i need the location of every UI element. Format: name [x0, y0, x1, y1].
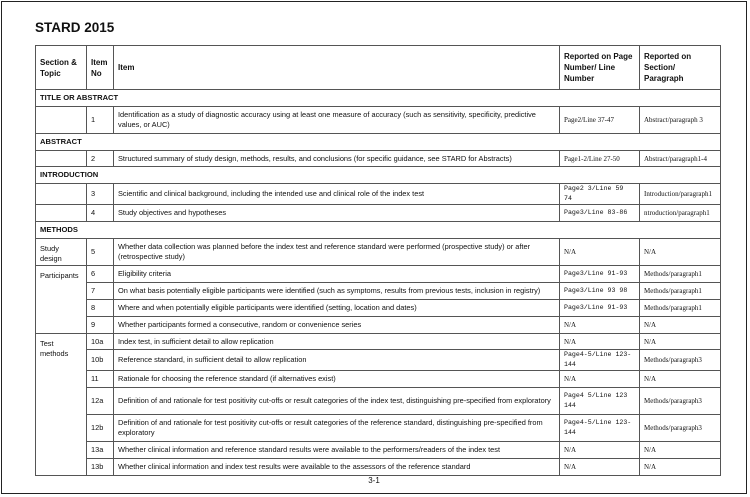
- table-row: [36, 350, 721, 371]
- table-row: [36, 107, 721, 134]
- stard-checklist-table: [35, 45, 721, 476]
- item-text: Reference standard, in sufficient detail to allow replication: [114, 350, 560, 371]
- item-text: Whether data collection was planned before the index test and reference standard were performed (prospective study) or after (retrospective study): [114, 239, 560, 266]
- topic-cell: [36, 107, 87, 134]
- table-row: [36, 151, 721, 167]
- page-number: 3-1: [368, 476, 380, 485]
- page-line-cell: N/A: [560, 459, 640, 476]
- item-number: 9: [87, 317, 114, 334]
- section-paragraph-cell: N/A: [640, 459, 721, 476]
- item-number: 1: [87, 107, 114, 134]
- item-text: Eligibility criteria: [114, 266, 560, 283]
- section-paragraph-cell: N/A: [640, 371, 721, 388]
- section-row: [36, 222, 721, 239]
- page-line-cell: Page4 5/Line 123 144: [560, 388, 640, 415]
- section-row: [36, 134, 721, 151]
- page-line-cell: Page3/Line 91-93: [560, 300, 640, 317]
- item-number: 13b: [87, 459, 114, 476]
- item-number: 6: [87, 266, 114, 283]
- section-title: TITLE OR ABSTRACT: [36, 90, 721, 107]
- item-number: 11: [87, 371, 114, 388]
- section-paragraph-cell: Methods/paragraph1: [640, 283, 721, 300]
- page-line-cell: N/A: [560, 334, 640, 350]
- item-number: 2: [87, 151, 114, 167]
- item-number: 12a: [87, 388, 114, 415]
- item-number: 4: [87, 205, 114, 222]
- page-line-cell: Page2 3/Line 59 74: [560, 184, 640, 205]
- table-row: [36, 239, 721, 266]
- section-paragraph-cell: Abstract/paragraph 3: [640, 107, 721, 134]
- section-title: METHODS: [36, 222, 721, 239]
- item-text: Whether clinical information and index test results were available to the assessors of the reference standard: [114, 459, 560, 476]
- table-row: [36, 442, 721, 459]
- document-page: [1, 1, 747, 494]
- section-paragraph-cell: ntroduction/paragraph1: [640, 205, 721, 222]
- item-number: 10a: [87, 334, 114, 350]
- item-text: Study objectives and hypotheses: [114, 205, 560, 222]
- page-line-cell: Page2/Line 37-47: [560, 107, 640, 134]
- table-row: [36, 283, 721, 300]
- table-row: [36, 266, 721, 283]
- table-row: [36, 415, 721, 442]
- item-number: 3: [87, 184, 114, 205]
- section-paragraph-cell: N/A: [640, 239, 721, 266]
- header-page-line: Reported on Page Number/ Line Number: [560, 46, 640, 90]
- page-line-cell: Page3/Line 93 98: [560, 283, 640, 300]
- item-text: Definition of and rationale for test positivity cut-offs or result categories of the reference standard, distinguishing pre-specified from exploratory: [114, 415, 560, 442]
- item-number: 10b: [87, 350, 114, 371]
- table-row: [36, 459, 721, 476]
- section-paragraph-cell: Methods/paragraph1: [640, 266, 721, 283]
- table-header-row: [36, 46, 721, 90]
- table-row: [36, 184, 721, 205]
- item-number: 13a: [87, 442, 114, 459]
- page-line-cell: N/A: [560, 317, 640, 334]
- item-text: Whether participants formed a consecutive, random or convenience series: [114, 317, 560, 334]
- document-title: STARD 2015: [35, 20, 115, 35]
- item-text: Index test, in sufficient detail to allow replication: [114, 334, 560, 350]
- topic-cell: Participants: [36, 266, 87, 334]
- section-title: INTRODUCTION: [36, 167, 721, 184]
- section-paragraph-cell: Methods/paragraph3: [640, 415, 721, 442]
- item-text: Identification as a study of diagnostic accuracy using at least one measure of accuracy (such as sensitivity, specificity, predictive values, or AUC): [114, 107, 560, 134]
- item-text: Where and when potentially eligible participants were identified (setting, location and dates): [114, 300, 560, 317]
- section-paragraph-cell: N/A: [640, 317, 721, 334]
- topic-cell: Study design: [36, 239, 87, 266]
- topic-cell: [36, 184, 87, 205]
- table-row: [36, 317, 721, 334]
- item-number: 5: [87, 239, 114, 266]
- section-paragraph-cell: N/A: [640, 334, 721, 350]
- section-paragraph-cell: Methods/paragraph3: [640, 350, 721, 371]
- section-paragraph-cell: Methods/paragraph1: [640, 300, 721, 317]
- item-number: 8: [87, 300, 114, 317]
- page-line-cell: Page3/Line 91-93: [560, 266, 640, 283]
- item-text: Definition of and rationale for test positivity cut-offs or result categories of the index test, distinguishing pre-specified from exploratory: [114, 388, 560, 415]
- page-line-cell: Page1-2/Line 27-50: [560, 151, 640, 167]
- topic-cell: Test methods: [36, 334, 87, 476]
- item-text: On what basis potentially eligible participants were identified (such as symptoms, results from previous tests, inclusion in registry): [114, 283, 560, 300]
- table-row: [36, 300, 721, 317]
- table-row: [36, 334, 721, 350]
- header-section-paragraph: Reported on Section/ Paragraph: [640, 46, 721, 90]
- table-row: [36, 371, 721, 388]
- section-paragraph-cell: Methods/paragraph3: [640, 388, 721, 415]
- page-line-cell: Page3/Line 83-86: [560, 205, 640, 222]
- table-row: [36, 205, 721, 222]
- item-text: Rationale for choosing the reference standard (if alternatives exist): [114, 371, 560, 388]
- topic-cell: [36, 205, 87, 222]
- page-line-cell: Page4-5/Line 123-144: [560, 350, 640, 371]
- section-title: ABSTRACT: [36, 134, 721, 151]
- topic-cell: [36, 151, 87, 167]
- section-row: [36, 167, 721, 184]
- header-item-no: Item No: [87, 46, 114, 90]
- section-paragraph-cell: Abstract/paragraph1-4: [640, 151, 721, 167]
- item-number: 7: [87, 283, 114, 300]
- item-text: Structured summary of study design, methods, results, and conclusions (for specific guidance, see STARD for Abstracts): [114, 151, 560, 167]
- header-topic: Section & Topic: [36, 46, 87, 90]
- table-row: [36, 388, 721, 415]
- item-number: 12b: [87, 415, 114, 442]
- section-paragraph-cell: Introduction/paragraph1: [640, 184, 721, 205]
- header-item: Item: [114, 46, 560, 90]
- page-line-cell: N/A: [560, 371, 640, 388]
- section-row: [36, 90, 721, 107]
- page-line-cell: Page4-5/Line 123-144: [560, 415, 640, 442]
- page-line-cell: N/A: [560, 442, 640, 459]
- item-text: Scientific and clinical background, including the intended use and clinical role of the index test: [114, 184, 560, 205]
- page-line-cell: N/A: [560, 239, 640, 266]
- item-text: Whether clinical information and reference standard results were available to the performers/readers of the index test: [114, 442, 560, 459]
- section-paragraph-cell: N/A: [640, 442, 721, 459]
